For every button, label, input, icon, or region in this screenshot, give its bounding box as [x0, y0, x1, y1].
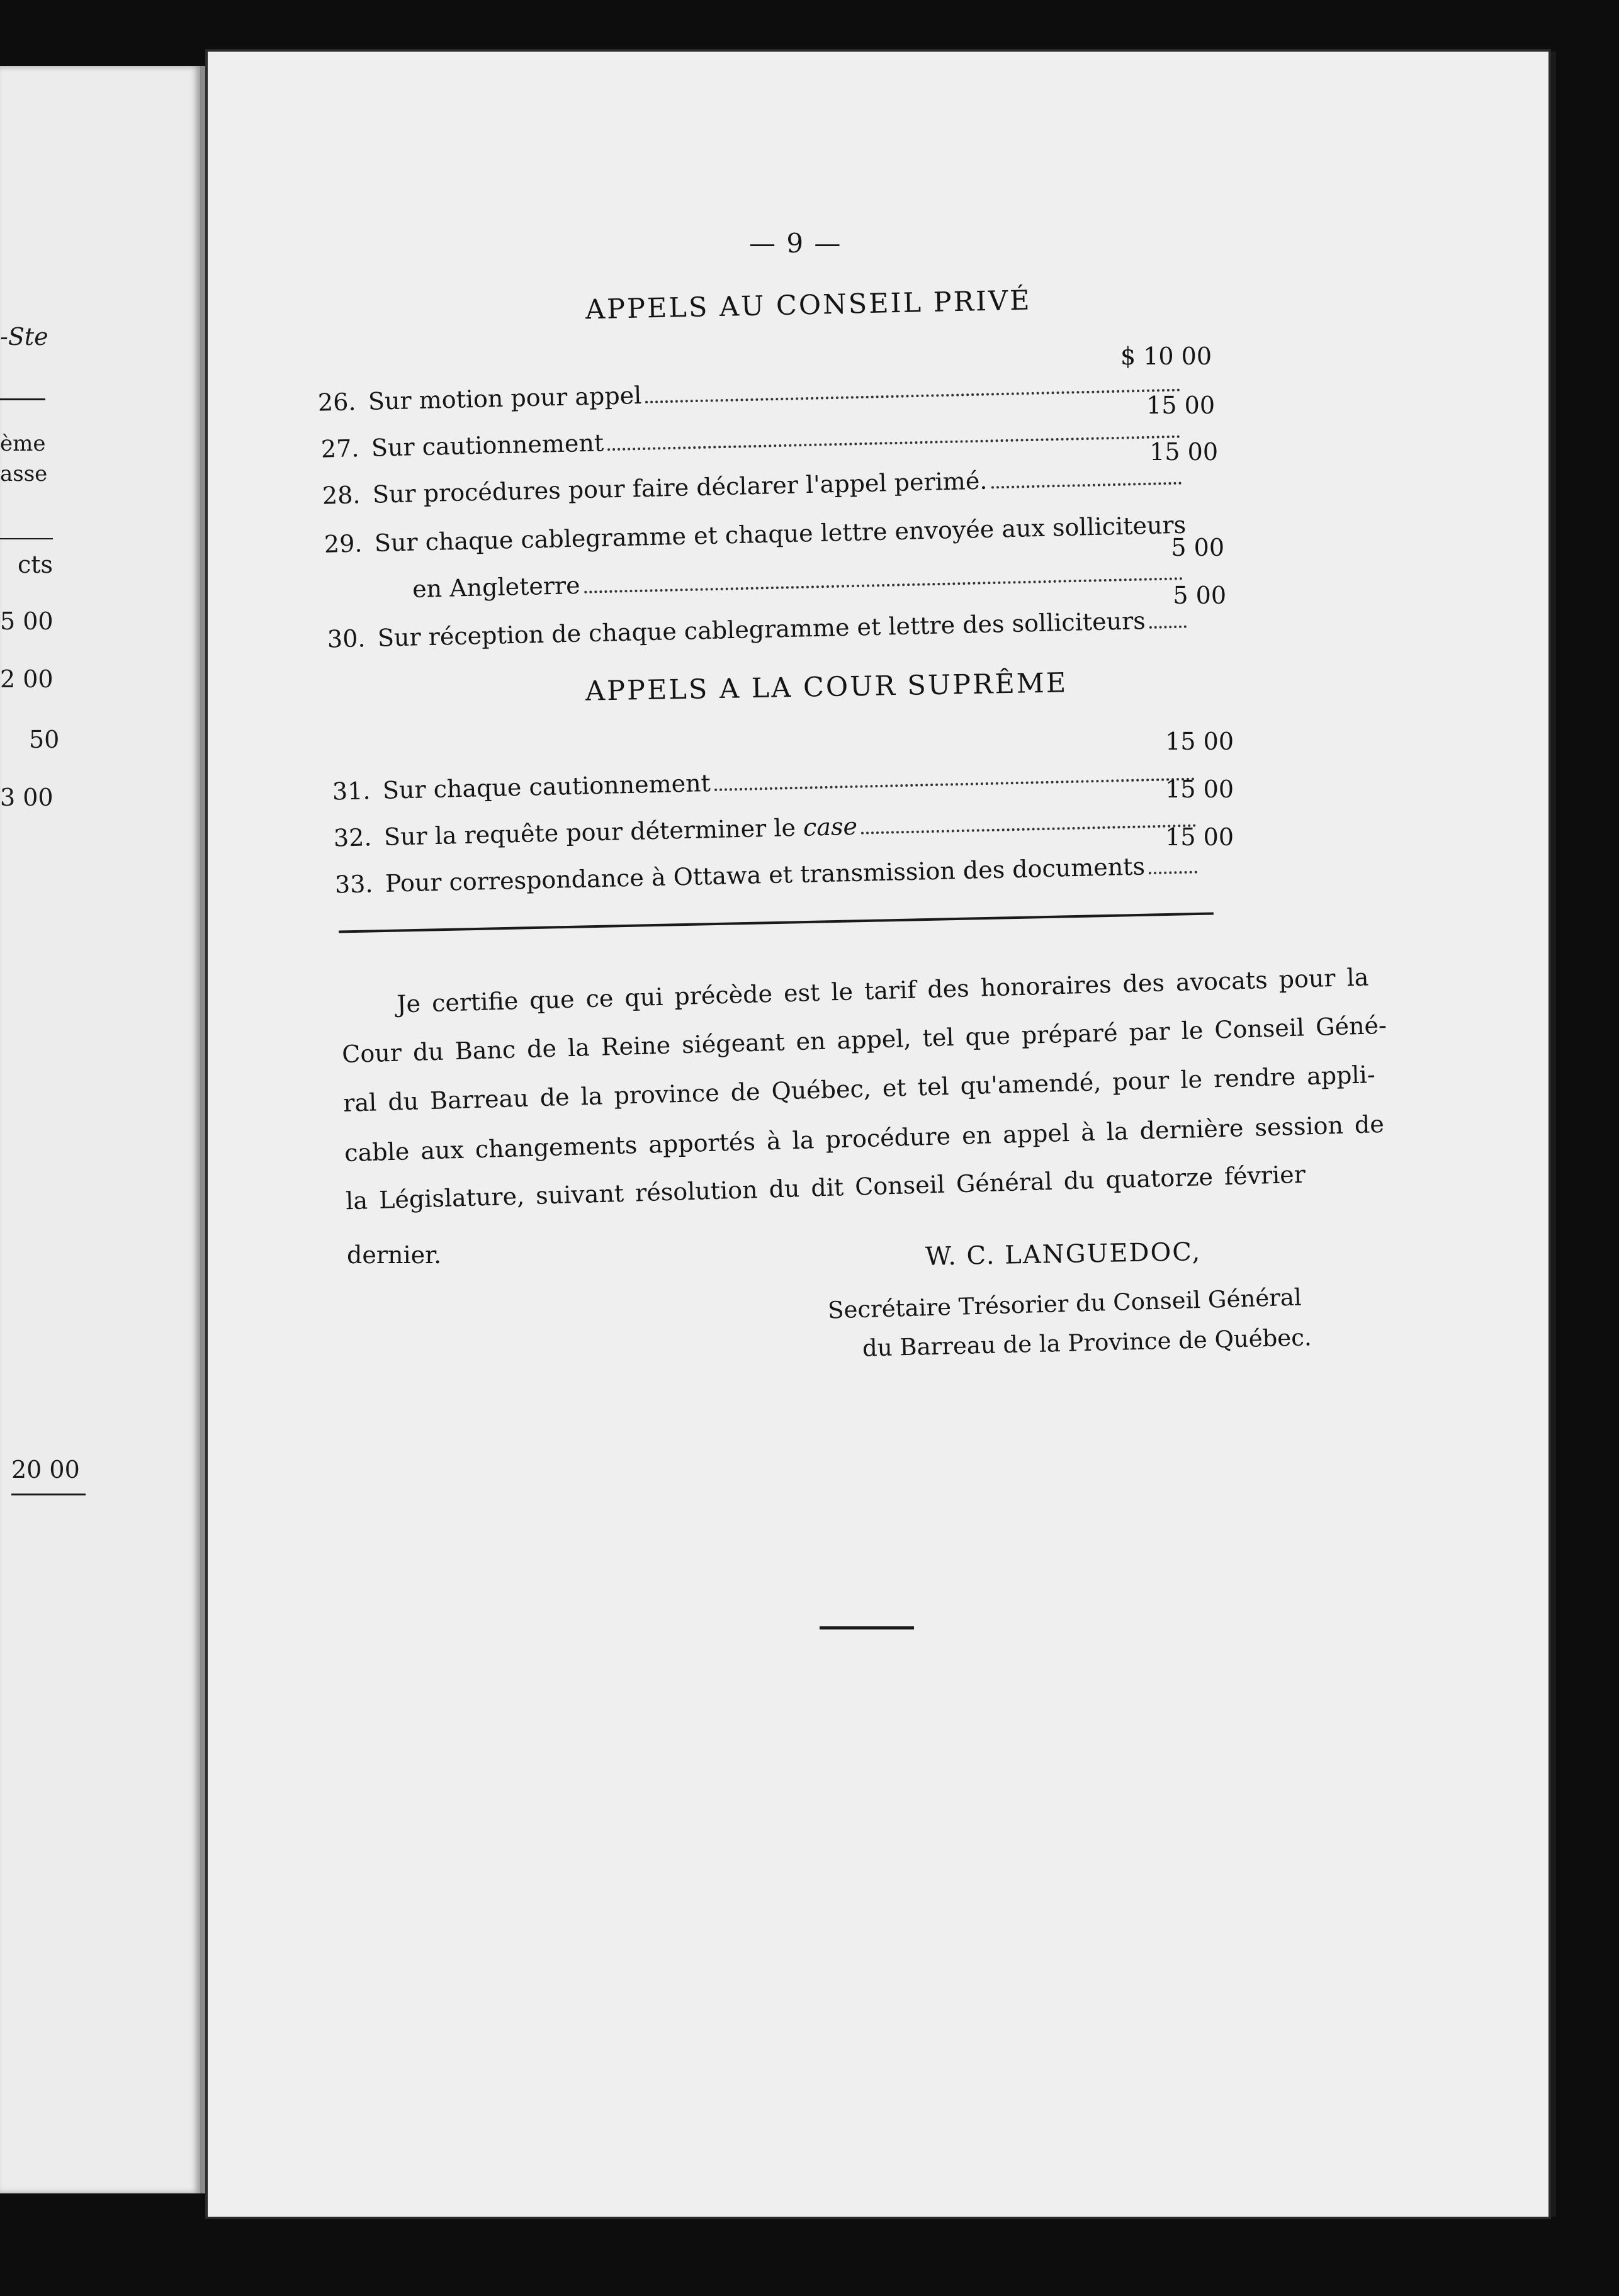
left-fragment: -Ste	[0, 323, 48, 351]
fee-entry-29-continuation	[412, 558, 1187, 603]
certification-line: Cour du Banc de la Reine siégeant en appel, tel que préparé par le Conseil Géné-	[341, 1011, 1387, 1069]
fee-entry-31	[332, 758, 1201, 815]
section-heading-cour-supreme: APPELS A LA COUR SUPRÊME	[585, 667, 1068, 707]
signature-organization: du Barreau de la Province de Québec.	[862, 1324, 1312, 1362]
entry-amount: 15 00	[1146, 391, 1215, 419]
fee-entry-32	[333, 804, 1202, 862]
signature-title: Secrétaire Trésorier du Conseil Général	[827, 1283, 1302, 1324]
entry-number: 28.	[322, 481, 361, 510]
entry-amount: $ 10 00	[1120, 342, 1212, 370]
left-fragment: ème	[0, 431, 46, 456]
entry-amount: 5 00	[1173, 582, 1226, 609]
left-rule	[11, 1494, 86, 1495]
left-rule	[0, 538, 53, 539]
entry-continuation: en Angleterre	[412, 571, 581, 603]
fee-entry-33	[334, 851, 1204, 908]
entry-description-italic: case	[803, 812, 858, 841]
left-fragment: 5 00	[0, 607, 54, 635]
fee-entry-27	[320, 415, 1187, 473]
certification-line: Je certifie que ce qui précède est le tarif des honoraires des avocats pour la	[396, 963, 1369, 1018]
left-page-fragment	[0, 66, 214, 2193]
section-divider	[339, 912, 1214, 933]
dot-leader	[1149, 871, 1197, 875]
page-number: — 9 —	[749, 228, 842, 259]
entry-amount: 15 00	[1165, 823, 1234, 851]
fee-entry-28	[322, 462, 1188, 519]
left-fragment: 20 00	[11, 1456, 80, 1483]
entry-description: Sur chaque cablegramme et chaque lettre envoyée aux solliciteurs	[374, 510, 1187, 557]
left-fragment: cts	[18, 551, 54, 578]
entry-number: 27.	[320, 434, 359, 463]
left-rule	[0, 398, 45, 400]
entry-description: Sur procédures pour faire déclarer l'appel perimé.	[372, 466, 988, 509]
left-fragment: 3 00	[0, 784, 54, 811]
entry-amount: 15 00	[1165, 728, 1234, 755]
end-rule	[820, 1626, 914, 1629]
entry-number: 31.	[332, 777, 371, 806]
certification-line: dernier.	[347, 1241, 442, 1269]
entry-description-prefix: Sur la requête pour déterminer le	[383, 814, 796, 851]
left-fragment: 2 00	[0, 665, 54, 693]
entry-description: Sur cautionnement	[371, 429, 604, 462]
entry-description: Sur réception de chaque cablegramme et lettre des solliciteurs	[377, 607, 1146, 652]
left-fragment: 50	[29, 726, 60, 753]
certification-line: la Législature, suivant résolution du dit Conseil Général du quatorze février	[345, 1160, 1306, 1215]
fee-entry-30	[327, 605, 1193, 663]
certification-line: ral du Barreau de la province de Québec, et tel qu'amendé, pour le rendre appli-	[342, 1061, 1376, 1117]
entry-number: 32.	[333, 823, 372, 852]
entry-number: 30.	[327, 624, 366, 653]
entry-number: 33.	[334, 870, 373, 899]
signature-name: W. C. LANGUEDOC,	[925, 1237, 1202, 1271]
entry-amount: 5 00	[1171, 534, 1224, 561]
entry-description: Sur chaque cautionnement	[382, 769, 711, 804]
document-page	[208, 52, 1548, 2217]
fee-entry-26	[317, 369, 1187, 426]
entry-description	[383, 813, 857, 851]
entry-description: Sur motion pour appel	[368, 381, 642, 415]
dot-leader	[1149, 626, 1187, 629]
entry-amount: 15 00	[1149, 438, 1218, 466]
section-heading-conseil-prive: APPELS AU CONSEIL PRIVÉ	[585, 284, 1032, 326]
entry-number: 26.	[317, 388, 356, 417]
left-fragment: asse	[0, 461, 48, 487]
dot-leader	[584, 577, 1183, 594]
dot-leader	[991, 482, 1182, 489]
fee-entry-29	[324, 510, 1199, 568]
entry-description: Pour correspondance à Ottawa et transmission des documents	[385, 852, 1146, 898]
entry-amount: 15 00	[1165, 775, 1234, 803]
entry-number: 29.	[324, 529, 363, 558]
certification-line: cable aux changements apportés à la procédure en appel à la dernière session de	[344, 1110, 1385, 1168]
